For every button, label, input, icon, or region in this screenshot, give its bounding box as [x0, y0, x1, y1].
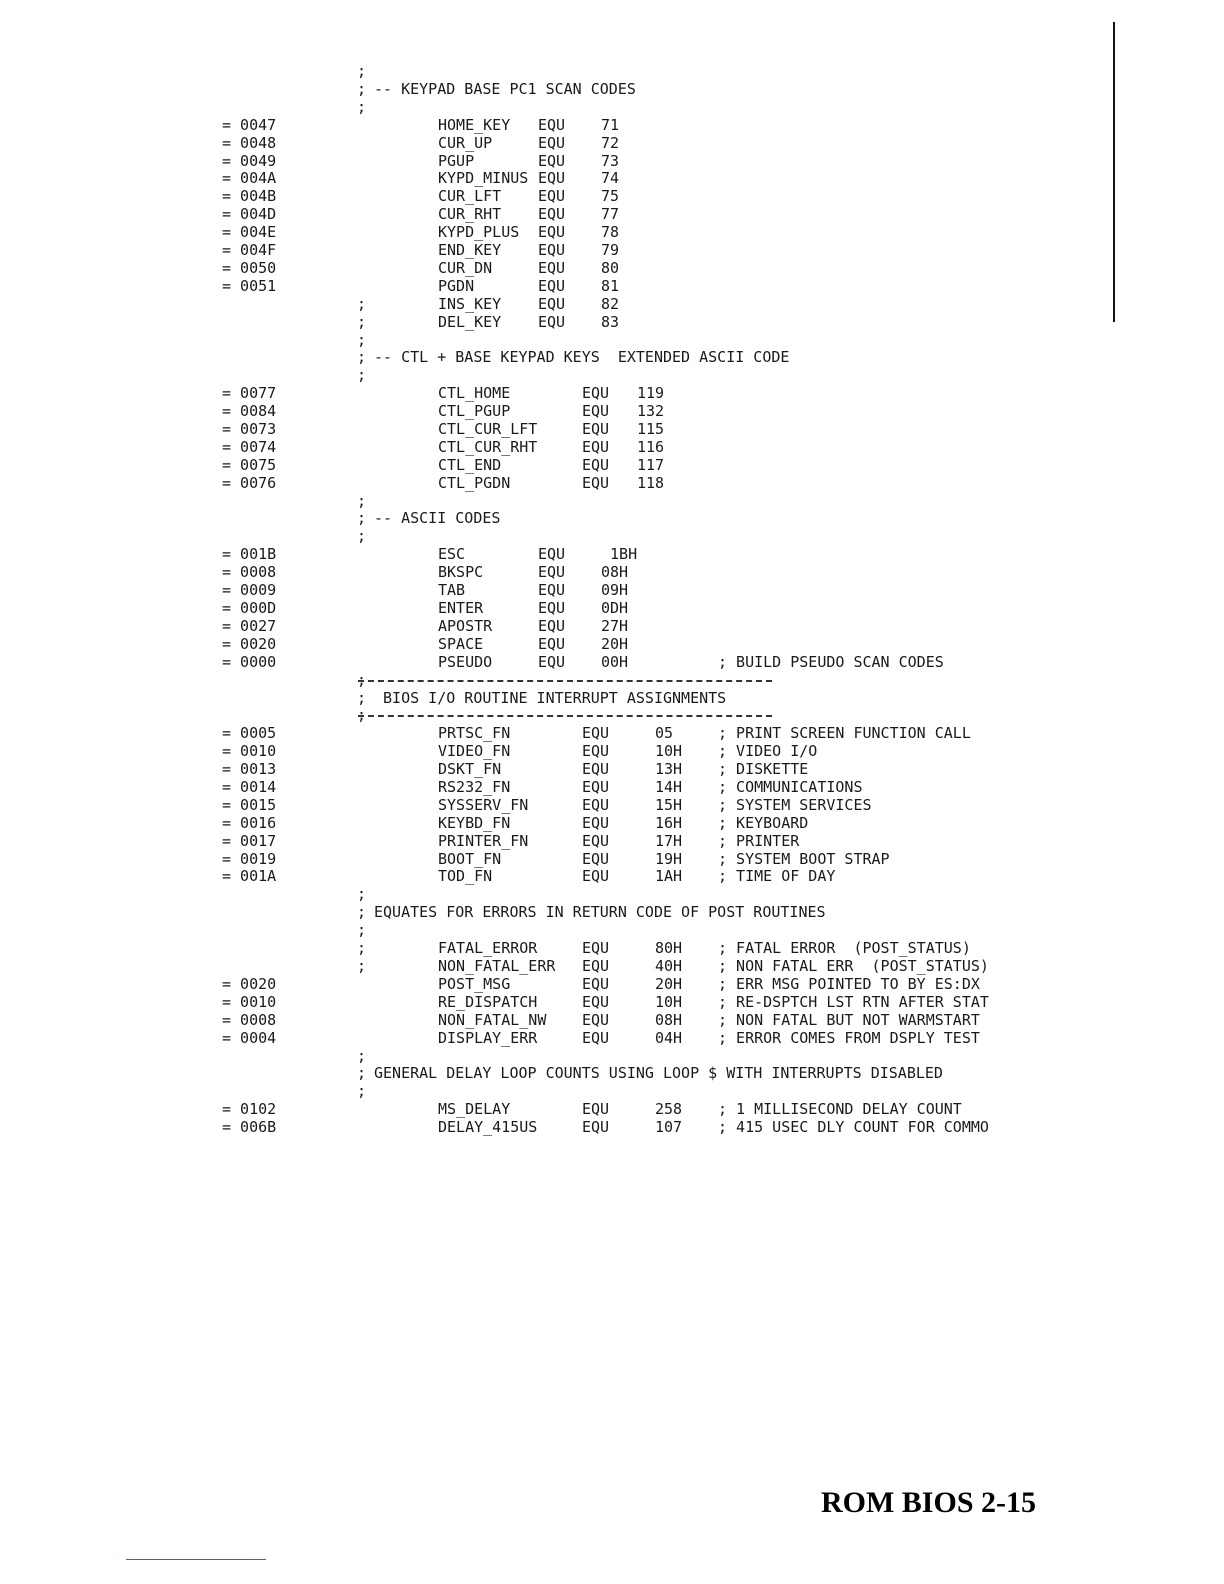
symbol-name: RE_DISPATCH [438, 993, 538, 1011]
operand-value: 05 [655, 724, 674, 742]
listing-line [0, 635, 1224, 653]
listing-line [0, 80, 1224, 98]
listing-line [0, 205, 1224, 223]
address-value: = 0027 [222, 617, 277, 635]
operand-value: 16H [655, 814, 683, 832]
line-comment: ; 1 MILLISECOND DELAY COUNT [718, 1100, 962, 1118]
directive: EQU [538, 152, 566, 170]
address-value: = 0000 [222, 653, 277, 671]
listing-line [0, 62, 1224, 80]
symbol-name: KEYBD_FN [438, 814, 511, 832]
semicolon: ; [357, 689, 367, 707]
margin-bar [1113, 22, 1115, 322]
operand-value: 82 [601, 295, 620, 313]
listing-line [0, 1082, 1224, 1100]
operand-value: 116 [637, 438, 665, 456]
semicolon: ; [357, 492, 367, 510]
address-value: = 004E [222, 223, 277, 241]
directive: EQU [582, 1029, 610, 1047]
directive: EQU [538, 187, 566, 205]
address-value: = 000D [222, 599, 277, 617]
semicolon: ; [357, 921, 367, 939]
listing-line [0, 581, 1224, 599]
line-comment: ; PRINTER [718, 832, 800, 850]
directive: EQU [538, 116, 566, 134]
operand-value: 80 [601, 259, 620, 277]
operand-value: 09H [601, 581, 629, 599]
operand-value: 258 [655, 1100, 683, 1118]
symbol-name: PRINTER_FN [438, 832, 529, 850]
symbol-name: HOME_KEY [438, 116, 511, 134]
operand-value: 132 [637, 402, 665, 420]
listing-line [0, 420, 1224, 438]
address-value: = 0051 [222, 277, 277, 295]
symbol-name: KYPD_MINUS [438, 169, 529, 187]
symbol-name: PGDN [438, 277, 475, 295]
symbol-name: CTL_HOME [438, 384, 511, 402]
address-value: = 0084 [222, 402, 277, 420]
comment-text: -- KEYPAD BASE PC1 SCAN CODES [374, 80, 636, 98]
directive: EQU [538, 277, 566, 295]
directive: EQU [582, 1100, 610, 1118]
listing-line [0, 98, 1224, 116]
comment-marker: ; [357, 957, 367, 975]
directive: EQU [538, 545, 566, 563]
operand-value: 20H [655, 975, 683, 993]
directive: EQU [538, 563, 566, 581]
line-comment: ; ERR MSG POINTED TO BY ES:DX [718, 975, 980, 993]
address-value: = 0102 [222, 1100, 277, 1118]
symbol-name: CUR_RHT [438, 205, 502, 223]
semicolon: ; [357, 1047, 367, 1065]
separator-rule [358, 715, 772, 717]
line-comment: ; KEYBOARD [718, 814, 809, 832]
listing-line [0, 509, 1224, 527]
address-value: = 001B [222, 545, 277, 563]
symbol-name: DSKT_FN [438, 760, 502, 778]
listing-line [0, 492, 1224, 510]
semicolon: ; [357, 706, 367, 724]
semicolon: ; [357, 62, 367, 80]
address-value: = 0005 [222, 724, 277, 742]
symbol-name: INS_KEY [438, 295, 502, 313]
symbol-name: MS_DELAY [438, 1100, 511, 1118]
symbol-name: END_KEY [438, 241, 502, 259]
address-value: = 0017 [222, 832, 277, 850]
symbol-name: NON_FATAL_ERR [438, 957, 556, 975]
operand-value: 20H [601, 635, 629, 653]
semicolon: ; [357, 366, 367, 384]
listing-line [0, 832, 1224, 850]
directive: EQU [582, 832, 610, 850]
operand-value: 81 [601, 277, 620, 295]
address-value: = 001A [222, 867, 277, 885]
symbol-name: CTL_END [438, 456, 502, 474]
line-comment: ; ERROR COMES FROM DSPLY TEST [718, 1029, 980, 1047]
listing-line [0, 867, 1224, 885]
semicolon: ; [357, 903, 367, 921]
address-value: = 0076 [222, 474, 277, 492]
address-value: = 0010 [222, 993, 277, 1011]
listing-line [0, 527, 1224, 545]
listing-line [0, 277, 1224, 295]
listing-line [0, 814, 1224, 832]
symbol-name: CUR_LFT [438, 187, 502, 205]
address-value: = 0008 [222, 1011, 277, 1029]
listing-line [0, 1118, 1224, 1136]
operand-value: 118 [637, 474, 665, 492]
listing-line [0, 152, 1224, 170]
listing-line [0, 921, 1224, 939]
address-value: = 0075 [222, 456, 277, 474]
listing-line [0, 169, 1224, 187]
line-comment: ; DISKETTE [718, 760, 809, 778]
directive: EQU [538, 259, 566, 277]
line-comment: ; 415 USEC DLY COUNT FOR COMMO [718, 1118, 989, 1136]
listing-line [0, 689, 1224, 707]
semicolon: ; [357, 671, 367, 689]
operand-value: 71 [601, 116, 620, 134]
directive: EQU [582, 814, 610, 832]
symbol-name: PSEUDO [438, 653, 493, 671]
line-comment: ; RE-DSPTCH LST RTN AFTER STAT [718, 993, 989, 1011]
listing-line [0, 885, 1224, 903]
directive: EQU [538, 313, 566, 331]
address-value: = 0016 [222, 814, 277, 832]
address-value: = 004F [222, 241, 277, 259]
listing-line [0, 993, 1224, 1011]
address-value: = 0004 [222, 1029, 277, 1047]
listing-line [0, 348, 1224, 366]
symbol-name: SPACE [438, 635, 484, 653]
semicolon: ; [357, 98, 367, 116]
line-comment: ; COMMUNICATIONS [718, 778, 863, 796]
comment-marker: ; [357, 939, 367, 957]
address-value: = 0074 [222, 438, 277, 456]
address-value: = 0020 [222, 635, 277, 653]
operand-value: 15H [655, 796, 683, 814]
symbol-name: DELAY_415US [438, 1118, 538, 1136]
directive: EQU [582, 402, 610, 420]
listing-line [0, 1064, 1224, 1082]
operand-value: 0DH [601, 599, 629, 617]
directive: EQU [538, 134, 566, 152]
comment-text: EQUATES FOR ERRORS IN RETURN CODE OF POST ROUTINES [374, 903, 826, 921]
address-value: = 0010 [222, 742, 277, 760]
symbol-name: APOSTR [438, 617, 493, 635]
address-value: = 0049 [222, 152, 277, 170]
listing-line [0, 402, 1224, 420]
listing-line [0, 456, 1224, 474]
operand-value: 17H [655, 832, 683, 850]
line-comment: ; VIDEO I/O [718, 742, 818, 760]
symbol-name: CTL_CUR_LFT [438, 420, 538, 438]
operand-value: 115 [637, 420, 665, 438]
operand-value: 83 [601, 313, 620, 331]
directive: EQU [538, 295, 566, 313]
directive: EQU [582, 850, 610, 868]
address-value: = 004B [222, 187, 277, 205]
comment-text: GENERAL DELAY LOOP COUNTS USING LOOP $ WITH INTERRUPTS DISABLED [374, 1064, 943, 1082]
operand-value: 10H [655, 993, 683, 1011]
directive: EQU [538, 205, 566, 223]
operand-value: 119 [637, 384, 665, 402]
directive: EQU [582, 1118, 610, 1136]
operand-value: 77 [601, 205, 620, 223]
symbol-name: TAB [438, 581, 466, 599]
directive: EQU [538, 635, 566, 653]
line-comment: ; PRINT SCREEN FUNCTION CALL [718, 724, 971, 742]
directive: EQU [538, 223, 566, 241]
listing-line [0, 903, 1224, 921]
listing-line [0, 366, 1224, 384]
symbol-name: ESC [438, 545, 466, 563]
line-comment: ; SYSTEM SERVICES [718, 796, 872, 814]
directive: EQU [582, 993, 610, 1011]
directive: EQU [582, 760, 610, 778]
address-value: = 0047 [222, 116, 277, 134]
operand-value: 19H [655, 850, 683, 868]
operand-value: 1BH [601, 545, 638, 563]
address-value: = 0020 [222, 975, 277, 993]
listing-line [0, 778, 1224, 796]
address-value: = 0077 [222, 384, 277, 402]
line-comment: ; SYSTEM BOOT STRAP [718, 850, 890, 868]
symbol-name: CTL_CUR_RHT [438, 438, 538, 456]
symbol-name: ENTER [438, 599, 484, 617]
listing-line [0, 313, 1224, 331]
directive: EQU [582, 796, 610, 814]
operand-value: 04H [655, 1029, 683, 1047]
directive: EQU [582, 742, 610, 760]
listing-line [0, 1011, 1224, 1029]
symbol-name: KYPD_PLUS [438, 223, 520, 241]
symbol-name: BKSPC [438, 563, 484, 581]
operand-value: 1AH [655, 867, 683, 885]
address-value: = 0048 [222, 134, 277, 152]
listing-line [0, 617, 1224, 635]
symbol-name: FATAL_ERROR [438, 939, 538, 957]
directive: EQU [582, 975, 610, 993]
listing-line [0, 850, 1224, 868]
directive: EQU [538, 169, 566, 187]
symbol-name: TOD_FN [438, 867, 493, 885]
directive: EQU [582, 438, 610, 456]
operand-value: 80H [655, 939, 683, 957]
semicolon: ; [357, 1082, 367, 1100]
directive: EQU [582, 778, 610, 796]
operand-value: 40H [655, 957, 683, 975]
directive: EQU [538, 241, 566, 259]
directive: EQU [582, 957, 610, 975]
line-comment: ; FATAL ERROR (POST_STATUS) [718, 939, 971, 957]
comment-text: -- CTL + BASE KEYPAD KEYS EXTENDED ASCII CODE [374, 348, 790, 366]
operand-value: 14H [655, 778, 683, 796]
line-comment: ; BUILD PSEUDO SCAN CODES [718, 653, 944, 671]
directive: EQU [582, 474, 610, 492]
operand-value: 10H [655, 742, 683, 760]
symbol-name: NON_FATAL_NW [438, 1011, 547, 1029]
directive: EQU [538, 581, 566, 599]
listing-line [0, 957, 1224, 975]
operand-value: 08H [601, 563, 629, 581]
symbol-name: DISPLAY_ERR [438, 1029, 538, 1047]
semicolon: ; [357, 1064, 367, 1082]
listing-line [0, 939, 1224, 957]
listing-line [0, 1047, 1224, 1065]
semicolon: ; [357, 348, 367, 366]
directive: EQU [582, 939, 610, 957]
page-footer: ROM BIOS 2-15 [820, 1486, 1036, 1519]
symbol-name: VIDEO_FN [438, 742, 511, 760]
semicolon: ; [357, 885, 367, 903]
directive: EQU [582, 456, 610, 474]
address-value: = 0014 [222, 778, 277, 796]
comment-text: BIOS I/O ROUTINE INTERRUPT ASSIGNMENTS [374, 689, 727, 707]
symbol-name: SYSSERV_FN [438, 796, 529, 814]
listing-line [0, 599, 1224, 617]
listing-line [0, 295, 1224, 313]
symbol-name: BOOT_FN [438, 850, 502, 868]
listing-line [0, 1100, 1224, 1118]
symbol-name: CTL_PGUP [438, 402, 511, 420]
directive: EQU [582, 724, 610, 742]
listing-line [0, 724, 1224, 742]
operand-value: 117 [637, 456, 665, 474]
operand-value: 72 [601, 134, 620, 152]
listing-line [0, 116, 1224, 134]
comment-marker: ; [357, 313, 367, 331]
operand-value: 107 [655, 1118, 683, 1136]
directive: EQU [582, 384, 610, 402]
corner-line [126, 1559, 266, 1560]
address-value: = 0073 [222, 420, 277, 438]
symbol-name: POST_MSG [438, 975, 511, 993]
semicolon: ; [357, 509, 367, 527]
listing-line [0, 223, 1224, 241]
symbol-name: DEL_KEY [438, 313, 502, 331]
operand-value: 00H [601, 653, 629, 671]
directive: EQU [582, 867, 610, 885]
operand-value: 08H [655, 1011, 683, 1029]
address-value: = 0009 [222, 581, 277, 599]
listing-line [0, 653, 1224, 671]
listing-line [0, 545, 1224, 563]
address-value: = 0019 [222, 850, 277, 868]
operand-value: 75 [601, 187, 620, 205]
listing-line [0, 438, 1224, 456]
listing-line [0, 474, 1224, 492]
symbol-name: CUR_DN [438, 259, 493, 277]
operand-value: 13H [655, 760, 683, 778]
listing-line [0, 1029, 1224, 1047]
directive: EQU [538, 599, 566, 617]
listing-line [0, 259, 1224, 277]
comment-text: -- ASCII CODES [374, 509, 501, 527]
symbol-name: CTL_PGDN [438, 474, 511, 492]
address-value: = 006B [222, 1118, 277, 1136]
listing-line [0, 760, 1224, 778]
comment-marker: ; [357, 295, 367, 313]
line-comment: ; TIME OF DAY [718, 867, 836, 885]
directive: EQU [538, 653, 566, 671]
directive: EQU [538, 617, 566, 635]
symbol-name: RS232_FN [438, 778, 511, 796]
listing-line [0, 563, 1224, 581]
semicolon: ; [357, 527, 367, 545]
address-value: = 0013 [222, 760, 277, 778]
listing-line [0, 384, 1224, 402]
line-comment: ; NON FATAL ERR (POST_STATUS) [718, 957, 989, 975]
listing-line [0, 187, 1224, 205]
operand-value: 73 [601, 152, 620, 170]
listing-line [0, 975, 1224, 993]
operand-value: 74 [601, 169, 620, 187]
semicolon: ; [357, 331, 367, 349]
address-value: = 0015 [222, 796, 277, 814]
address-value: = 004D [222, 205, 277, 223]
listing-line [0, 331, 1224, 349]
directive: EQU [582, 420, 610, 438]
symbol-name: PRTSC_FN [438, 724, 511, 742]
listing-line [0, 134, 1224, 152]
listing-line [0, 241, 1224, 259]
address-value: = 0050 [222, 259, 277, 277]
operand-value: 79 [601, 241, 620, 259]
line-comment: ; NON FATAL BUT NOT WARMSTART [718, 1011, 980, 1029]
listing-line [0, 742, 1224, 760]
symbol-name: PGUP [438, 152, 475, 170]
address-value: = 0008 [222, 563, 277, 581]
address-value: = 004A [222, 169, 277, 187]
directive: EQU [582, 1011, 610, 1029]
separator-rule [358, 680, 772, 682]
symbol-name: CUR_UP [438, 134, 493, 152]
operand-value: 78 [601, 223, 620, 241]
semicolon: ; [357, 80, 367, 98]
operand-value: 27H [601, 617, 629, 635]
listing-line [0, 796, 1224, 814]
